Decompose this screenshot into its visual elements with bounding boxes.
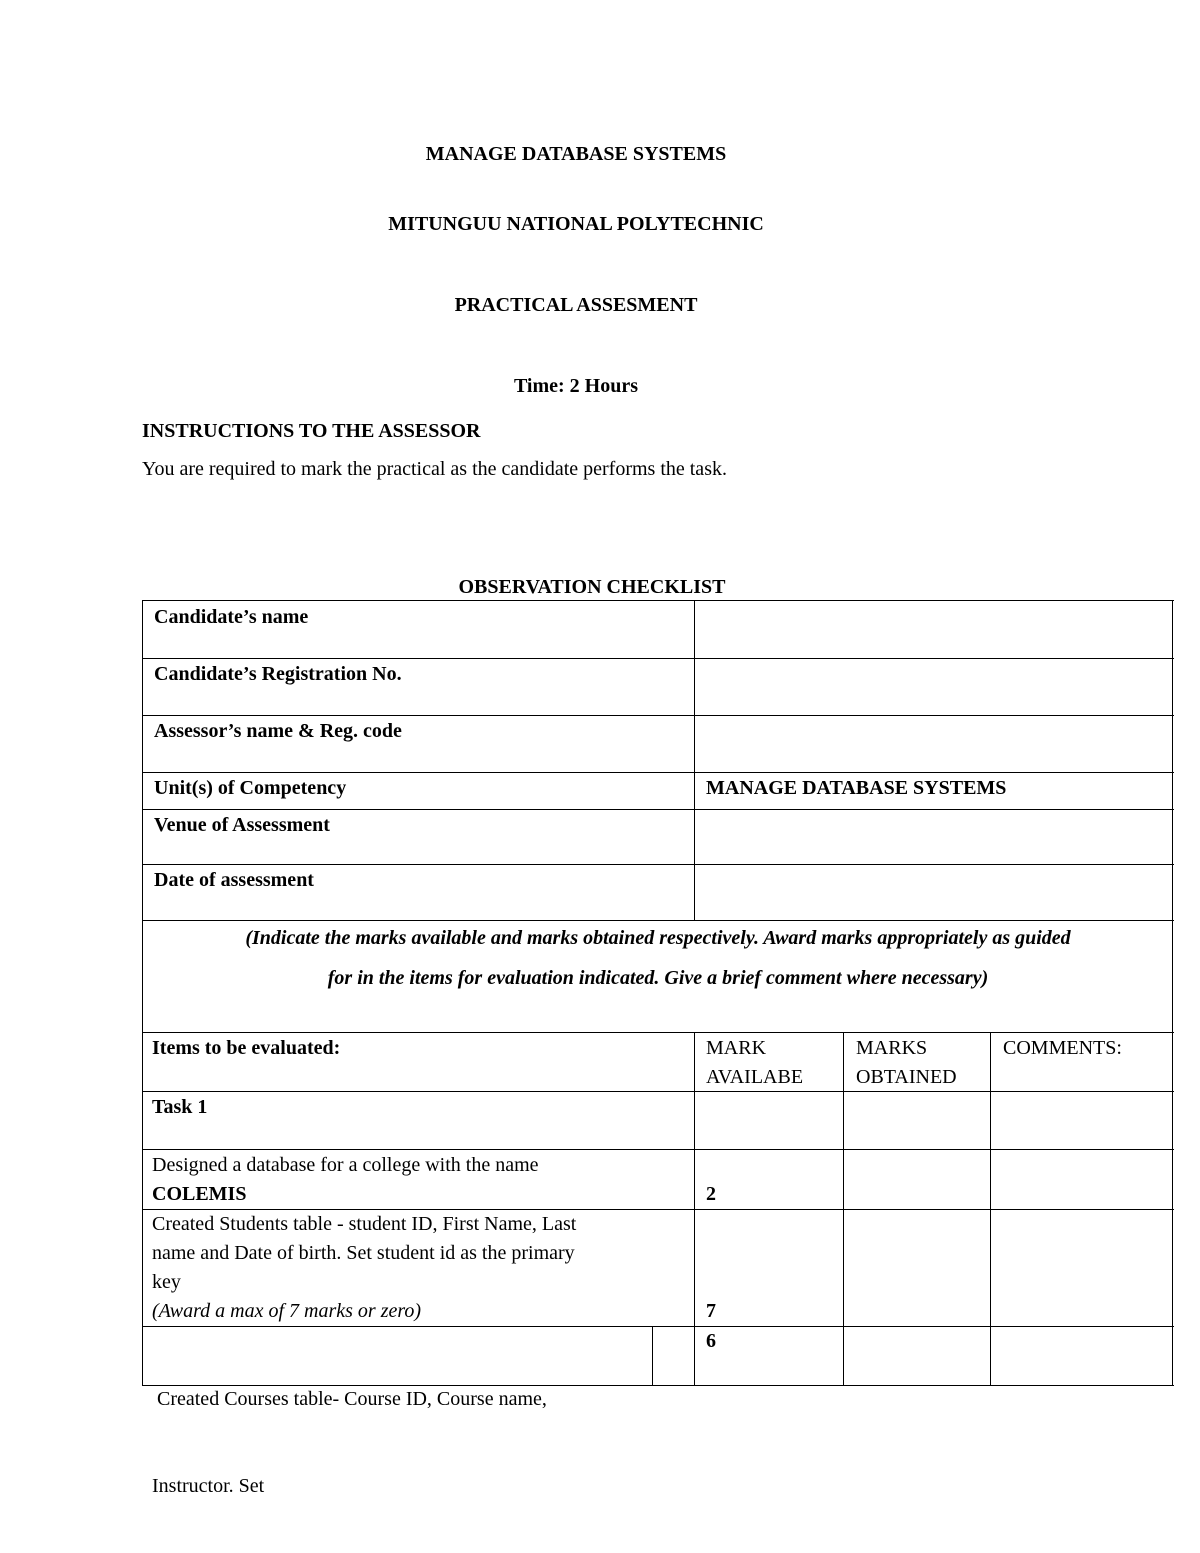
evaluation-item-1-mark: 2 bbox=[706, 1183, 716, 1205]
evaluation-item-2-line-4: (Award a max of 7 marks or zero) bbox=[152, 1300, 422, 1322]
instructions-heading: INSTRUCTIONS TO THE ASSESSOR bbox=[142, 420, 481, 442]
column-header-marks-obtained-line-1: MARKS bbox=[856, 1037, 928, 1059]
column-header-items: Items to be evaluated: bbox=[152, 1037, 341, 1059]
info-label-unit-of-competency: Unit(s) of Competency bbox=[154, 777, 347, 799]
marking-note bbox=[144, 918, 1172, 998]
column-header-mark-available bbox=[706, 1034, 803, 1092]
document-title: MANAGE DATABASE SYSTEMS bbox=[425, 143, 727, 165]
task-heading: Task 1 bbox=[152, 1096, 208, 1118]
marking-note-line-1: (Indicate the marks available and marks obtained respectively. Award marks appropriately as guided bbox=[245, 927, 1071, 949]
evaluation-item-3-line-2: Instructor. Set bbox=[152, 1475, 265, 1497]
evaluation-item-3-line-1: Created Courses table- Course ID, Course name, bbox=[152, 1388, 547, 1410]
marking-note-line-2: for in the items for evaluation indicated. Give a brief comment where necessary) bbox=[327, 967, 989, 989]
column-header-marks-obtained bbox=[856, 1034, 957, 1092]
column-header-mark-available-line-2: AVAILABE bbox=[706, 1066, 804, 1088]
evaluation-item-2 bbox=[152, 1210, 576, 1326]
evaluation-item-2-line-3: key bbox=[152, 1271, 181, 1293]
assessment-time: Time: 2 Hours bbox=[513, 375, 639, 397]
evaluation-item-2-mark: 7 bbox=[706, 1300, 716, 1322]
info-label-venue: Venue of Assessment bbox=[154, 814, 330, 836]
instructions-text: You are required to mark the practical as the candidate performs the task. bbox=[142, 458, 727, 480]
evaluation-item-2-line-2: name and Date of birth. Set student id as the primary bbox=[152, 1242, 575, 1264]
column-header-marks-obtained-line-2: OBTAINED bbox=[856, 1066, 957, 1088]
info-label-registration-no: Candidate’s Registration No. bbox=[154, 663, 402, 685]
column-header-mark-available-line-1: MARK bbox=[706, 1037, 767, 1059]
evaluation-item-1-line-1: Designed a database for a college with the name bbox=[152, 1154, 539, 1176]
info-label-date: Date of assessment bbox=[154, 869, 314, 891]
info-label-candidate-name: Candidate’s name bbox=[154, 606, 309, 628]
evaluation-item-3-mark: 6 bbox=[706, 1330, 716, 1352]
evaluation-item-1-line-2: COLEMIS bbox=[152, 1183, 247, 1205]
column-header-comments: COMMENTS: bbox=[1003, 1037, 1122, 1059]
checklist-title: OBSERVATION CHECKLIST bbox=[458, 576, 726, 598]
assessment-type: PRACTICAL ASSESMENT bbox=[454, 294, 698, 316]
evaluation-item-1 bbox=[152, 1151, 539, 1209]
institution-name: MITUNGUU NATIONAL POLYTECHNIC bbox=[388, 213, 764, 235]
info-value-unit-of-competency: MANAGE DATABASE SYSTEMS bbox=[706, 777, 1007, 799]
evaluation-item-2-line-1: Created Students table - student ID, First Name, Last bbox=[152, 1213, 577, 1235]
info-label-assessor: Assessor’s name & Reg. code bbox=[154, 720, 402, 742]
evaluation-item-3 bbox=[152, 1327, 547, 1530]
